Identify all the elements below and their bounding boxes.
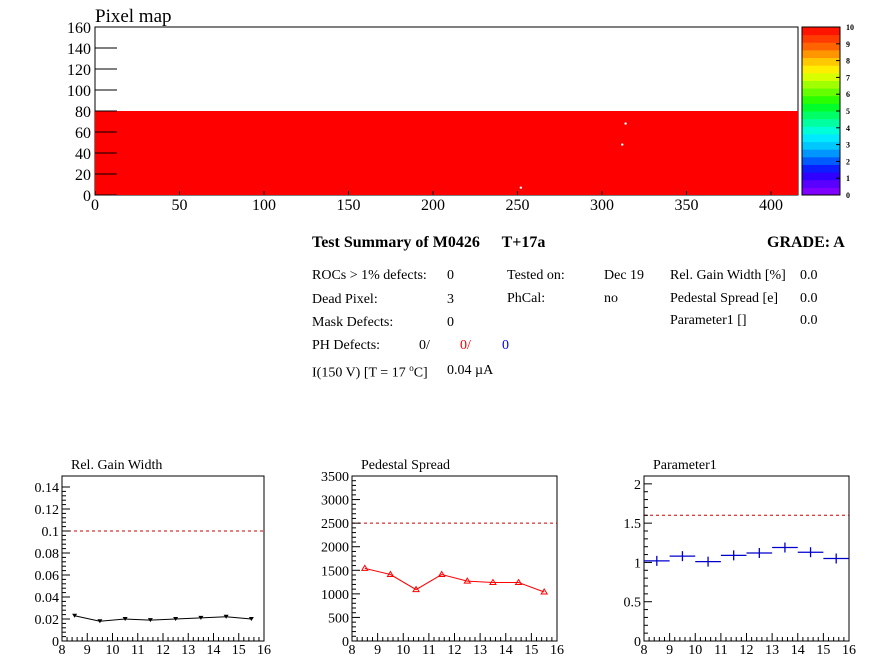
grade-value: A — [833, 234, 845, 251]
dead-pixel-label: Dead Pixel: — [312, 292, 378, 307]
gain-x-tick-label: 15 — [231, 643, 246, 658]
par-x-tick-label: 13 — [765, 643, 780, 658]
pixel-map-x-tick-label: 100 — [251, 197, 276, 214]
pixel-map-y-tick-label: 40 — [75, 146, 91, 163]
mask-defects-value: 0 — [447, 315, 454, 330]
ped-y-tick-label: 500 — [328, 611, 349, 627]
pixel-map-y-tick-label: 160 — [67, 20, 91, 37]
gain-x-tick-label: 13 — [181, 643, 196, 658]
pedestal-spread-label: Pedestal Spread [e] — [670, 291, 779, 306]
par-y-tick-label: 0.5 — [623, 595, 641, 611]
iv-label-pre: I(150 V) [T = 17 — [312, 365, 410, 381]
gain-x-tick-label: 16 — [257, 643, 271, 658]
color-scale-segment — [802, 88, 840, 96]
ped-y-tick-label: 3500 — [321, 470, 349, 485]
gain-frame — [62, 476, 264, 641]
color-scale-segment — [802, 187, 840, 195]
par-x-tick-label: 16 — [842, 643, 856, 658]
gain-y-tick-label: 0.14 — [34, 481, 59, 496]
pixel-map-y-tick-label: 100 — [67, 83, 91, 100]
pixel-map-filled-region — [95, 111, 798, 195]
color-scale-label: 4 — [846, 123, 850, 133]
gain-y-tick-label: 0.08 — [34, 547, 59, 562]
par-y-tick-label: 0 — [634, 635, 641, 650]
par-x-tick-label: 9 — [666, 643, 674, 658]
pixel-map-x-tick-label: 200 — [420, 197, 445, 214]
parameter1-chart — [580, 450, 896, 672]
pixel-map-x-tick-label: 50 — [171, 197, 188, 214]
ped-x-tick-label: 9 — [374, 643, 382, 658]
color-scale-segment — [802, 42, 840, 50]
ped-title: Pedestal Spread — [361, 458, 451, 473]
gain-title: Rel. Gain Width — [71, 458, 163, 473]
gain-x-tick-label: 14 — [206, 643, 221, 658]
color-scale-label: 6 — [846, 90, 850, 100]
tested-on-value: Dec 19 — [604, 268, 645, 283]
pixel-map-y-tick-label: 120 — [67, 62, 91, 79]
pixel-map-y-tick-label: 140 — [67, 41, 91, 58]
color-scale-label: 5 — [846, 107, 850, 116]
color-scale-segment — [802, 27, 840, 35]
color-scale-segment — [802, 58, 840, 66]
grade-label: GRADE: — [767, 234, 831, 251]
color-scale-segment — [802, 126, 840, 134]
gain-width-label: Rel. Gain Width [%] — [670, 268, 786, 283]
iv-label-post: C] — [413, 365, 428, 381]
ped-frame — [352, 476, 557, 641]
par-y-tick-label: 1.5 — [623, 517, 641, 533]
gain-x-tick-label: 10 — [105, 643, 120, 658]
ph-defects-label: PH Defects: — [312, 338, 381, 353]
par-y-tick-label: 1 — [634, 556, 641, 572]
color-scale-segment — [802, 111, 840, 119]
iv-value: 0.04 µA — [447, 363, 494, 378]
color-scale-label: 0 — [846, 191, 850, 200]
gain-y-tick-label: 0.12 — [34, 503, 59, 518]
rocs-value: 0 — [447, 268, 454, 283]
gain-x-tick-label: 8 — [58, 643, 66, 658]
pixel-map-y-tick-label: 80 — [75, 104, 91, 121]
color-scale-segment — [802, 73, 840, 81]
parameter1-value: 0.0 — [800, 313, 818, 328]
summary-module: Test Summary of M0426 — [312, 234, 480, 251]
pixel-map-x-tick-label: 400 — [758, 197, 783, 214]
par-frame — [644, 476, 849, 641]
color-scale-segment — [802, 134, 840, 142]
ph-defects-value-1: 0/ — [419, 338, 430, 353]
ped-x-tick-label: 15 — [524, 643, 539, 658]
pixel-map-hot-pixel — [621, 143, 623, 145]
pixel-map-x-tick-label: 350 — [674, 197, 699, 214]
pixel-map-x-tick-label: 0 — [91, 197, 99, 214]
iv-label — [312, 363, 428, 382]
color-scale-segment — [802, 96, 840, 104]
pedestal-spread-value: 0.0 — [800, 291, 818, 306]
color-scale-segment — [802, 119, 840, 127]
par-x-tick-label: 8 — [640, 643, 648, 658]
pixel-map-chart — [0, 0, 896, 215]
phcal-label: PhCal: — [507, 291, 546, 306]
tested-on-label: Tested on: — [507, 268, 565, 283]
ped-y-tick-label: 2500 — [321, 517, 349, 533]
ped-y-tick-label: 0 — [342, 635, 349, 650]
gain-y-tick-label: 0.02 — [34, 613, 59, 628]
color-scale-segment — [802, 35, 840, 43]
par-x-tick-label: 15 — [816, 643, 831, 658]
par-title: Parameter1 — [653, 458, 717, 473]
pixel-map-hot-pixel — [624, 122, 626, 124]
dead-pixel-value: 3 — [447, 292, 454, 307]
par-x-tick-label: 14 — [790, 643, 805, 658]
parameter1-label: Parameter1 [] — [670, 313, 747, 328]
mask-defects-label: Mask Defects: — [312, 315, 394, 330]
ped-x-tick-label: 16 — [550, 643, 564, 658]
ped-x-tick-label: 8 — [348, 643, 356, 658]
color-scale-label: 9 — [846, 39, 850, 49]
color-scale-segment — [802, 172, 840, 180]
par-y-tick-label: 2 — [634, 477, 641, 493]
ped-x-tick-label: 13 — [473, 643, 488, 658]
color-scale-segment — [802, 50, 840, 58]
color-scale-segment — [802, 103, 840, 111]
pixel-map-y-tick-label: 60 — [75, 125, 91, 142]
phcal-value: no — [604, 291, 618, 306]
grade-display — [767, 234, 845, 252]
rocs-label: ROCs > 1% defects: — [312, 268, 427, 283]
par-x-tick-label: 10 — [688, 643, 703, 658]
iv-label-degree: o — [409, 363, 414, 373]
pixel-map-x-tick-label: 300 — [589, 197, 614, 214]
ped-x-tick-label: 11 — [422, 643, 436, 658]
color-scale-segment — [802, 65, 840, 73]
gain-x-tick-label: 12 — [156, 643, 170, 658]
pixel-map-y-tick-label: 20 — [75, 167, 91, 184]
gain-x-tick-label: 9 — [83, 643, 91, 658]
color-scale-label: 2 — [846, 157, 850, 167]
par-x-tick-label: 12 — [739, 643, 754, 658]
gain-width-value: 0.0 — [800, 268, 818, 283]
gain-y-tick-label: 0.06 — [34, 569, 59, 584]
ped-y-tick-label: 1500 — [321, 564, 349, 580]
par-x-tick-label: 11 — [714, 643, 728, 658]
pixel-map-x-tick-label: 250 — [505, 197, 530, 214]
gain-y-tick-label: 0.1 — [41, 525, 59, 540]
pixel-map-title: Pixel map — [95, 6, 172, 27]
color-scale-segment — [802, 80, 840, 88]
gain-x-tick-label: 11 — [131, 643, 145, 658]
color-scale-label: 1 — [846, 174, 850, 184]
ped-y-tick-label: 2000 — [321, 540, 349, 556]
summary-title — [312, 234, 545, 252]
color-scale-segment — [802, 164, 840, 172]
ph-defects-value-2: 0/ — [460, 338, 471, 353]
gain-y-tick-label: 0 — [52, 635, 59, 650]
ped-y-tick-label: 3000 — [321, 493, 349, 509]
ped-y-tick-label: 1000 — [321, 587, 349, 603]
color-scale-label: 10 — [846, 23, 854, 32]
color-scale-label: 7 — [846, 73, 850, 83]
color-scale-label: 3 — [846, 140, 850, 150]
ped-x-tick-label: 10 — [396, 643, 411, 658]
ph-defects-value-3: 0 — [502, 338, 509, 353]
color-scale-segment — [802, 180, 840, 188]
color-scale-segment — [802, 157, 840, 165]
pedestal-spread-chart — [290, 450, 580, 672]
color-scale-segment — [802, 142, 840, 150]
pixel-map-hot-pixel — [520, 186, 522, 188]
pixel-map-x-tick-label: 150 — [336, 197, 361, 214]
gain-y-tick-label: 0.04 — [34, 591, 59, 606]
ped-x-tick-label: 12 — [447, 643, 462, 658]
color-scale-segment — [802, 149, 840, 157]
ped-x-tick-label: 14 — [498, 643, 513, 658]
summary-temperature: T+17a — [501, 234, 546, 251]
rel-gain-width-chart — [0, 450, 290, 672]
color-scale-label: 8 — [846, 56, 850, 66]
pixel-map-y-tick-label: 0 — [83, 188, 91, 205]
